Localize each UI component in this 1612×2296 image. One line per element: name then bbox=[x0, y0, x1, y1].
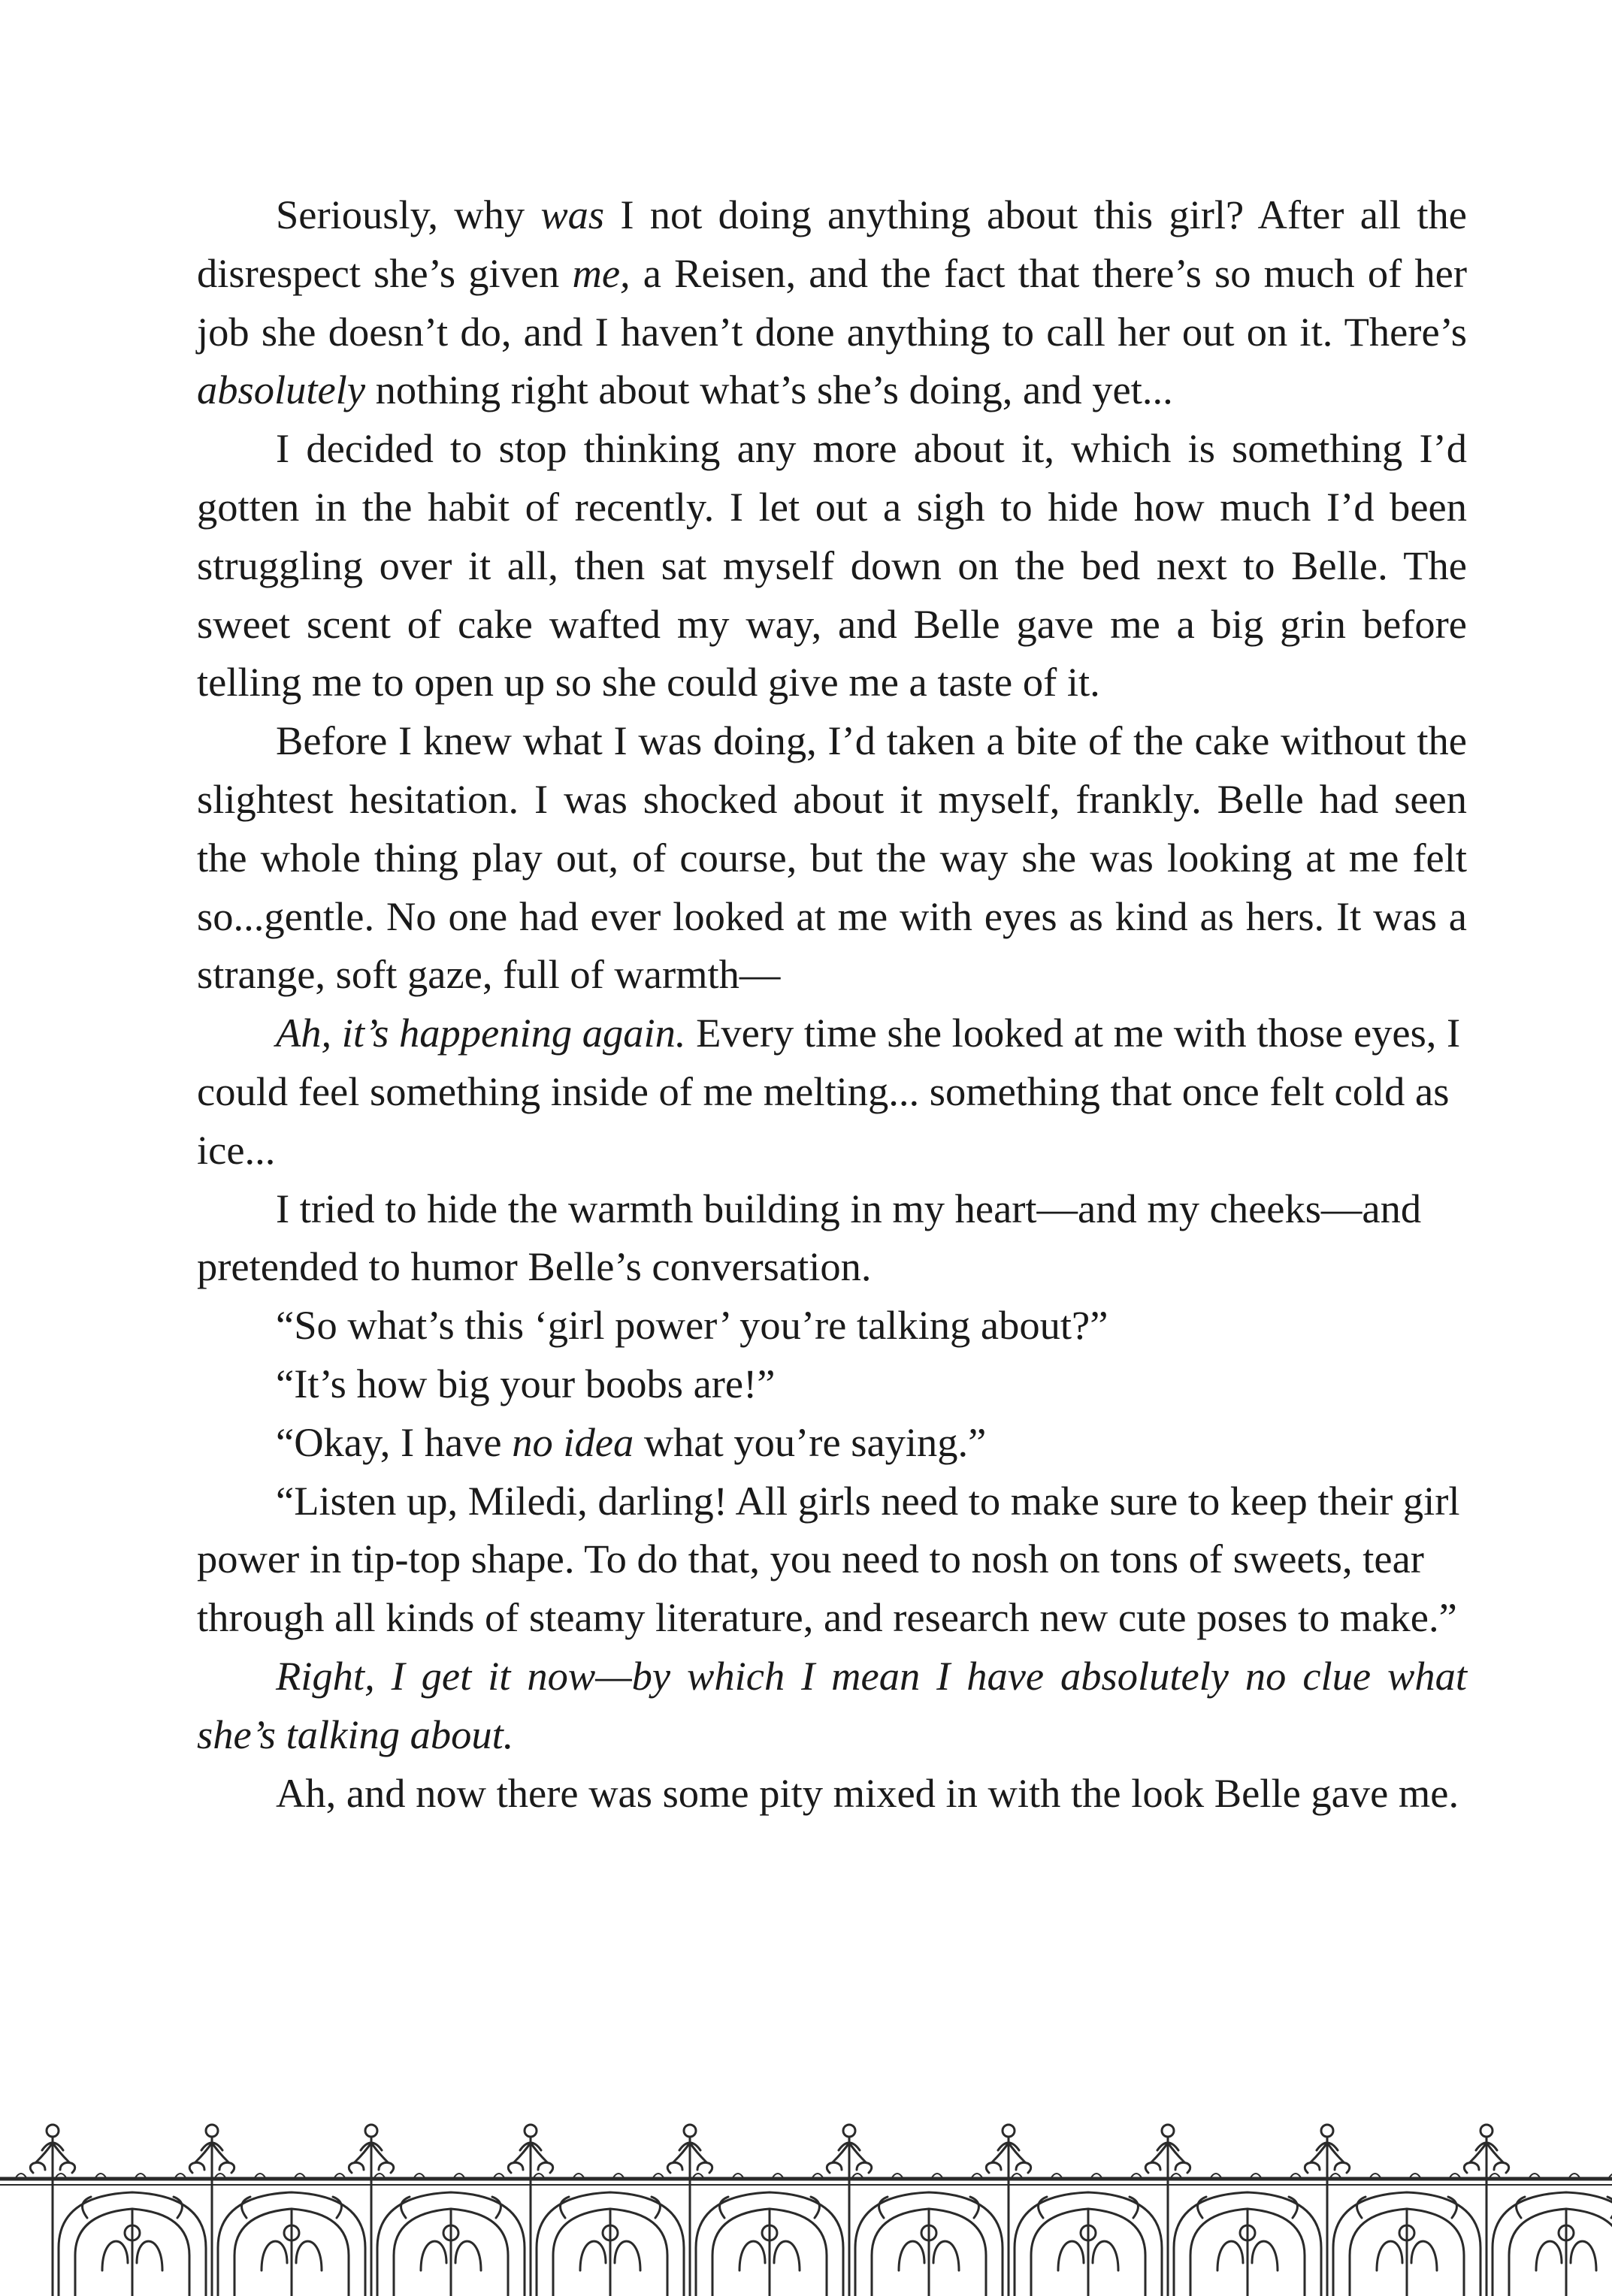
paragraph-10 bbox=[197, 1647, 1467, 1764]
text-run: Seriously, why bbox=[276, 192, 541, 237]
text-run: “Okay, I have bbox=[276, 1418, 513, 1465]
paragraph-6 bbox=[197, 1296, 1467, 1355]
text-run: nothing right about what’s she’s doing, and yet... bbox=[365, 367, 1173, 413]
italic-text: me, bbox=[572, 249, 631, 296]
text-run: “So what’s this ‘girl power’ you’re talking about?” bbox=[276, 1302, 1108, 1349]
text-run: Every time she looked at me with those eyes, I could feel something inside of me melting... something that once felt cold as ice... bbox=[197, 1010, 1461, 1173]
italic-text: no idea bbox=[512, 1418, 634, 1465]
paragraph-8 bbox=[197, 1413, 1467, 1472]
text-run: what you’re saying.” bbox=[634, 1418, 987, 1465]
text-run: I tried to hide the warmth building in my heart—and my cheeks—and pretended to humor Belle’s conversation. bbox=[197, 1185, 1422, 1290]
paragraph-2 bbox=[197, 419, 1467, 711]
body-text bbox=[197, 186, 1467, 1822]
text-run: “It’s how big your boobs are!” bbox=[276, 1360, 776, 1406]
text-run: Ah, and now there was some pity mixed in with the look Belle gave me. bbox=[276, 1769, 1459, 1816]
italic-text: Ah, it’s happening again. bbox=[276, 1010, 686, 1056]
paragraph-11 bbox=[197, 1764, 1467, 1823]
text-run: a Reisen, and the fact that there’s so much of her job she doesn’t do, and I haven’t done anything to call her out on it. There’s bbox=[197, 249, 1467, 355]
paragraph-7 bbox=[197, 1355, 1467, 1413]
paragraph-1 bbox=[197, 186, 1467, 419]
paragraph-4 bbox=[197, 1004, 1467, 1179]
text-run: “Listen up, Miledi, darling! All girls need to make sure to keep their girl power in tip-top shape. To do that, you need to nosh on tons of sweets, tear through all kinds of steamy literature, and research new cute poses to make.” bbox=[197, 1477, 1460, 1641]
text-run: I not doing anything about this girl? After all the disrespect she’s given bbox=[197, 192, 1467, 296]
italic-text: Right, I get it now—by which I mean I have absolutely no clue what she’s talking about. bbox=[197, 1652, 1467, 1757]
ornamental-border-footer bbox=[0, 2120, 1612, 2296]
italic-text: was bbox=[540, 192, 605, 237]
ornament-fence-icon bbox=[0, 2120, 1612, 2296]
italic-text: absolutely bbox=[197, 367, 366, 413]
paragraph-3 bbox=[197, 711, 1467, 1004]
paragraph-9 bbox=[197, 1472, 1467, 1647]
paragraph-5 bbox=[197, 1180, 1467, 1297]
text-run: Before I knew what I was doing, I’d taken a bite of the cake without the slightest hesitation. I was shocked about it myself, frankly. Belle had seen the whole thing play out, of course, but the way she was looking at me felt so...gentle. No one had ever looked at me with eyes as kind as hers. It was a strange, soft gaze, full of warmth— bbox=[197, 718, 1467, 998]
text-run: I decided to stop thinking any more about it, which is something I’d gotten in the habit of recently. I let out a sigh to hide how much I’d been struggling over it all, then sat myself down on the bed next to Belle. The sweet scent of cake wafted my way, and Belle gave me a big grin before telling me to open up so she could give me a taste of it. bbox=[197, 425, 1467, 705]
